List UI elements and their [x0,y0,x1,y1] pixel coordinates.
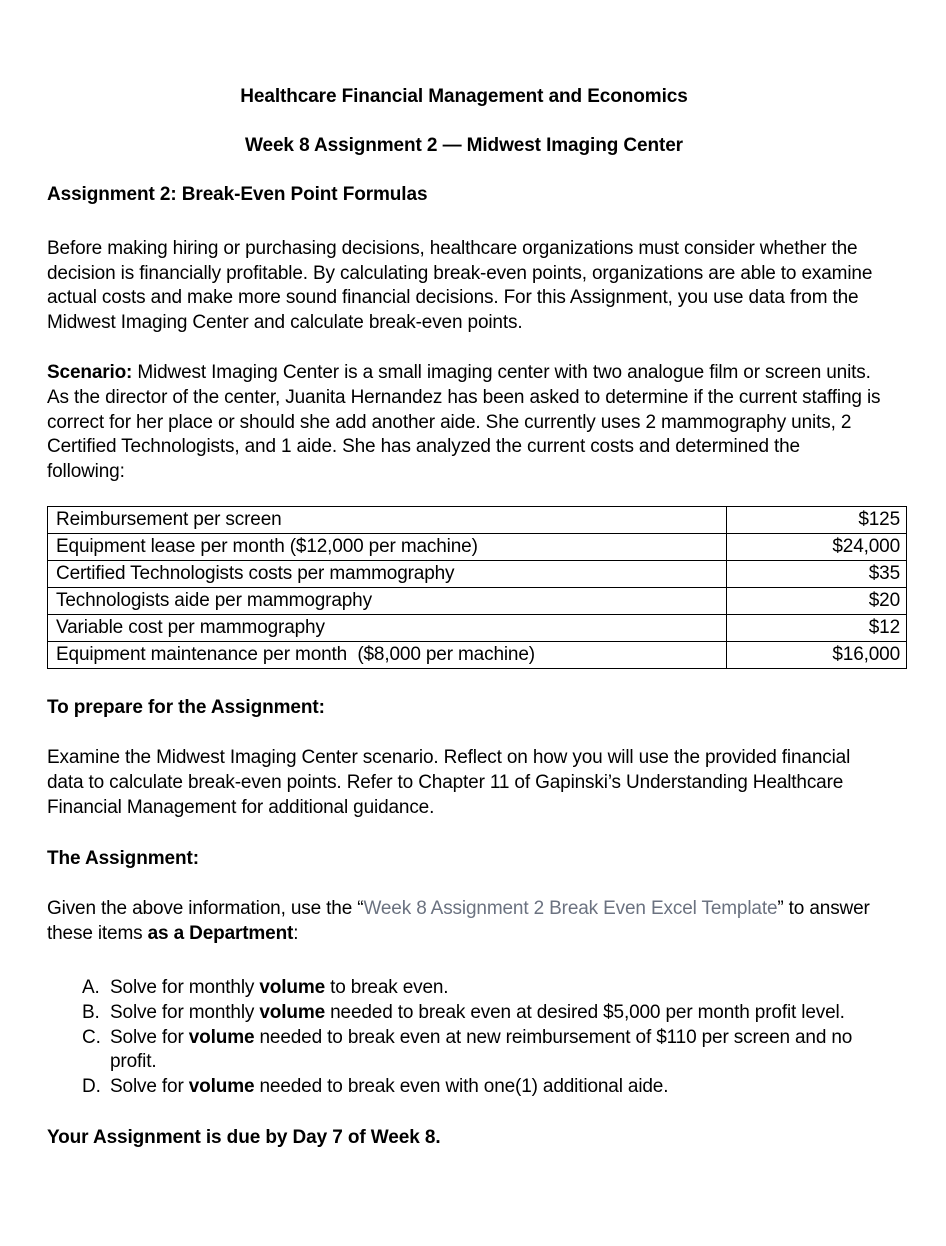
spacer [47,207,881,237]
cost-value: $12 [727,615,907,642]
cost-value: $125 [727,507,907,534]
spacer [47,820,881,846]
assignment-heading: Assignment 2: Break-Even Point Formulas [47,184,428,205]
list-item-text [110,1026,881,1075]
excel-template-link[interactable]: Week 8 Assignment 2 Break Even Excel Template [363,898,778,920]
scenario-text: Midwest Imaging Center is a small imaging center with two analogue film or screen units. As the director of the center, Juanita Hernandez has been asked to determine if the current staffing is correct for her place or should she add another aide. She currently uses 2 mammography units, 2 Certified Technologists, and 1 aide. She has analyzed the current costs and determined the following: [47,362,881,482]
cost-value: $16,000 [727,642,907,669]
cost-table [47,506,907,669]
spacer [47,871,881,897]
table-row [48,507,907,534]
as-a-department-emphasis: as a Department [147,922,294,944]
text-run: Solve for [110,1026,189,1048]
task-list [47,976,881,1099]
cost-value: $20 [727,588,907,615]
page-subtitle: Week 8 Assignment 2 — Midwest Imaging Center [245,135,683,156]
table-row [48,561,907,588]
text-run: needed to break even at new reimbursement of $110 per screen and no profit. [110,1026,853,1073]
list-item [47,1075,881,1100]
list-item [47,1026,881,1075]
scenario-label: Scenario: [47,362,133,384]
spacer [47,669,881,695]
cost-label: Technologists aide per mammography [48,588,727,615]
assignment-intro-end: : [293,922,299,944]
scenario-paragraph [47,361,881,484]
the-assignment-heading: The Assignment: [47,848,199,870]
list-item [47,976,881,1001]
list-marker: B. [82,1001,100,1023]
cost-value: $24,000 [727,534,907,561]
text-run: Solve for [110,1075,189,1097]
text-run: Solve for monthly [110,1001,260,1023]
spacer [47,1099,881,1125]
list-item-text [110,1075,881,1100]
emphasis-run: volume [188,1026,255,1048]
emphasis-run: volume [259,977,325,999]
list-item-text [110,976,881,1001]
spacer [47,158,881,182]
text-run: needed to break even at desired $5,000 per month profit level. [325,1001,845,1023]
list-marker: A. [82,977,100,999]
list-item [47,1001,881,1026]
spacer [47,335,881,361]
table-row [48,534,907,561]
cost-value: $35 [727,561,907,588]
cost-label: Certified Technologists costs per mammography [48,561,727,588]
assignment-intro-text: Given the above information, use the “ [47,898,364,920]
list-marker: C. [82,1026,101,1048]
list-item-text [110,1001,881,1026]
due-notice: Your Assignment is due by Day 7 of Week 8. [47,1127,441,1149]
cost-label: Reimbursement per screen [48,507,727,534]
cost-label: Equipment lease per month ($12,000 per machine) [48,534,727,561]
cost-label: Equipment maintenance per month ($8,000 per machine) [48,642,727,669]
cost-table-body [48,507,907,669]
spacer [47,484,881,506]
assignment-intro-after: ” to answer these items [47,898,870,944]
text-run: to break even. [325,977,449,999]
prepare-heading: To prepare for the Assignment: [47,697,325,719]
emphasis-run: volume [259,1001,325,1023]
emphasis-run: volume [188,1075,255,1097]
spacer [47,946,881,976]
text-run: needed to break even with one(1) additional aide. [254,1075,669,1097]
text-run: Solve for monthly [110,977,260,999]
intro-paragraph: Before making hiring or purchasing decisions, healthcare organizations must consider whether the decision is financially profitable. By calculating break-even points, organizations are able to examine actual costs and make more sound financial decisions. For this Assignment, you use data from the Midwest Imaging Center and calculate break-even points. [47,238,873,333]
table-row [48,615,907,642]
spacer [47,720,881,746]
table-row [48,588,907,615]
list-marker: D. [82,1075,101,1097]
the-assignment-paragraph [47,897,881,946]
table-row [48,642,907,669]
prepare-paragraph: Examine the Midwest Imaging Center scenario. Reflect on how you will use the provided financial data to calculate break-even points. Refer to Chapter 11 of Gapinski’s Understanding Healthcare Financial Management for additional guidance. [47,747,851,818]
document-body [47,84,900,1150]
page-title: Healthcare Financial Management and Economics [240,86,688,107]
cost-label: Variable cost per mammography [48,615,727,642]
